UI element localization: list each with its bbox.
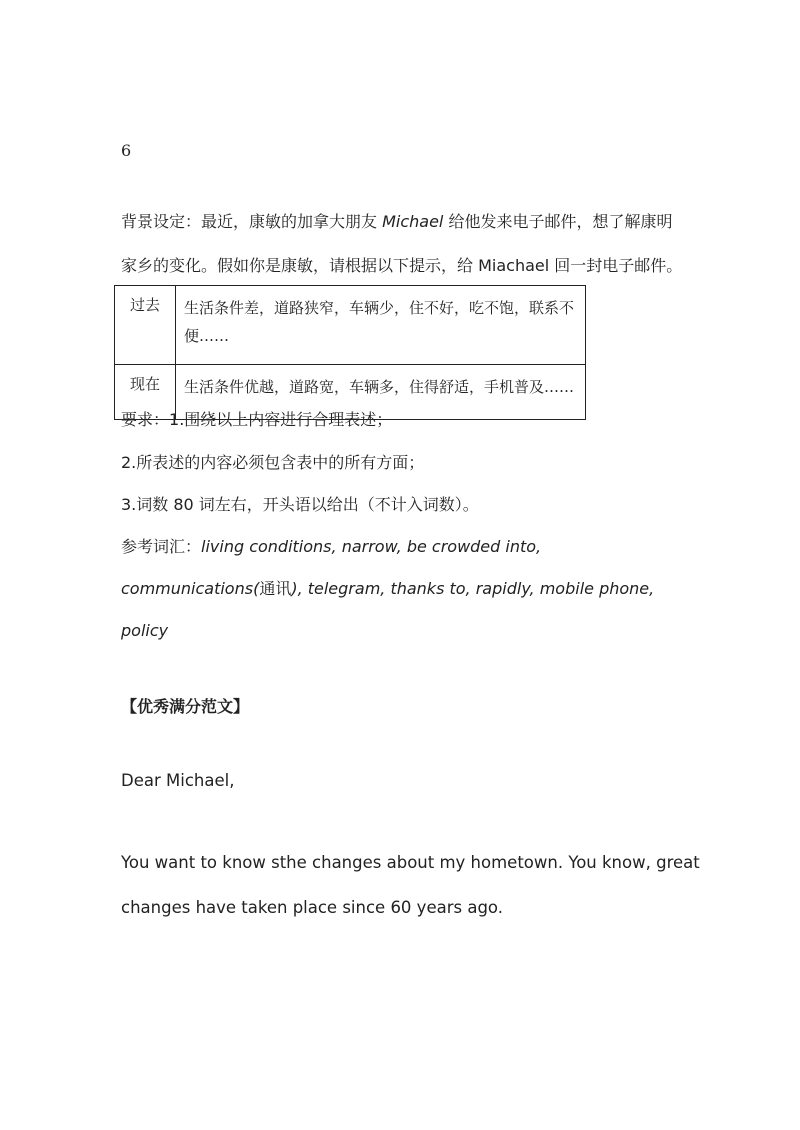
vocab-words: ), telegram, thanks to, rapidly, mobile phone, — [291, 579, 655, 598]
prompt-table — [114, 285, 586, 420]
vocab-line-1 — [121, 537, 541, 557]
row-label: 现在 — [115, 365, 176, 420]
requirement-text: 所表述的内容必须包含表中的所有方面； — [136, 453, 425, 472]
requirement-number: 2. — [121, 453, 137, 472]
letter-line-1: You want to know sthe changes about my hometown. You know, great — [121, 853, 700, 872]
vocab-chinese: 通讯 — [259, 579, 292, 598]
requirement-3 — [121, 495, 479, 515]
row-content: 生活条件差，道路狭窄，车辆少，住不好，吃不饱，联系不便…… — [176, 286, 586, 365]
background-line-1 — [121, 212, 672, 232]
word-count: 80 — [173, 495, 194, 514]
background-text: 给他发来电子邮件，想了解康明 — [443, 212, 673, 231]
vocab-label: 参考词汇： — [121, 537, 202, 556]
friend-name: Michael — [382, 212, 444, 231]
requirement-text: 围绕以上内容进行合理表述； — [184, 410, 393, 429]
background-line-2 — [121, 256, 682, 276]
vocab-line-2 — [121, 579, 654, 599]
page-number: 6 — [121, 141, 132, 160]
vocab-words: living conditions, narrow, be crowded into, — [201, 537, 542, 556]
row-label: 过去 — [115, 286, 176, 365]
requirement-1 — [121, 410, 392, 430]
requirement-text: 词左右，开头语以给出（不计入词数）。 — [193, 495, 479, 514]
vocab-words: communications( — [121, 579, 260, 598]
friend-name-alt: Miachael — [478, 256, 550, 275]
background-text: 回一封电子邮件。 — [549, 256, 683, 275]
letter-line-2: changes have taken place since 60 years ago. — [121, 898, 503, 917]
row-content: 生活条件优越，道路宽，车辆多，住得舒适，手机普及…… — [176, 365, 586, 420]
requirement-text: 词数 — [136, 495, 174, 514]
background-text: 背景设定：最近，康敏的加拿大朋友 — [121, 212, 383, 231]
requirement-number: 3. — [121, 495, 137, 514]
requirement-number: 1. — [169, 410, 185, 429]
requirement-prefix: 要求： — [121, 410, 170, 429]
sample-heading: 【优秀满分范文】 — [121, 697, 250, 716]
vocab-line-3: policy — [121, 621, 169, 640]
table-row — [115, 286, 586, 365]
letter-greeting: Dear Michael, — [121, 771, 235, 790]
requirement-2 — [121, 453, 424, 473]
background-text: 家乡的变化。假如你是康敏，请根据以下提示，给 — [121, 256, 479, 275]
